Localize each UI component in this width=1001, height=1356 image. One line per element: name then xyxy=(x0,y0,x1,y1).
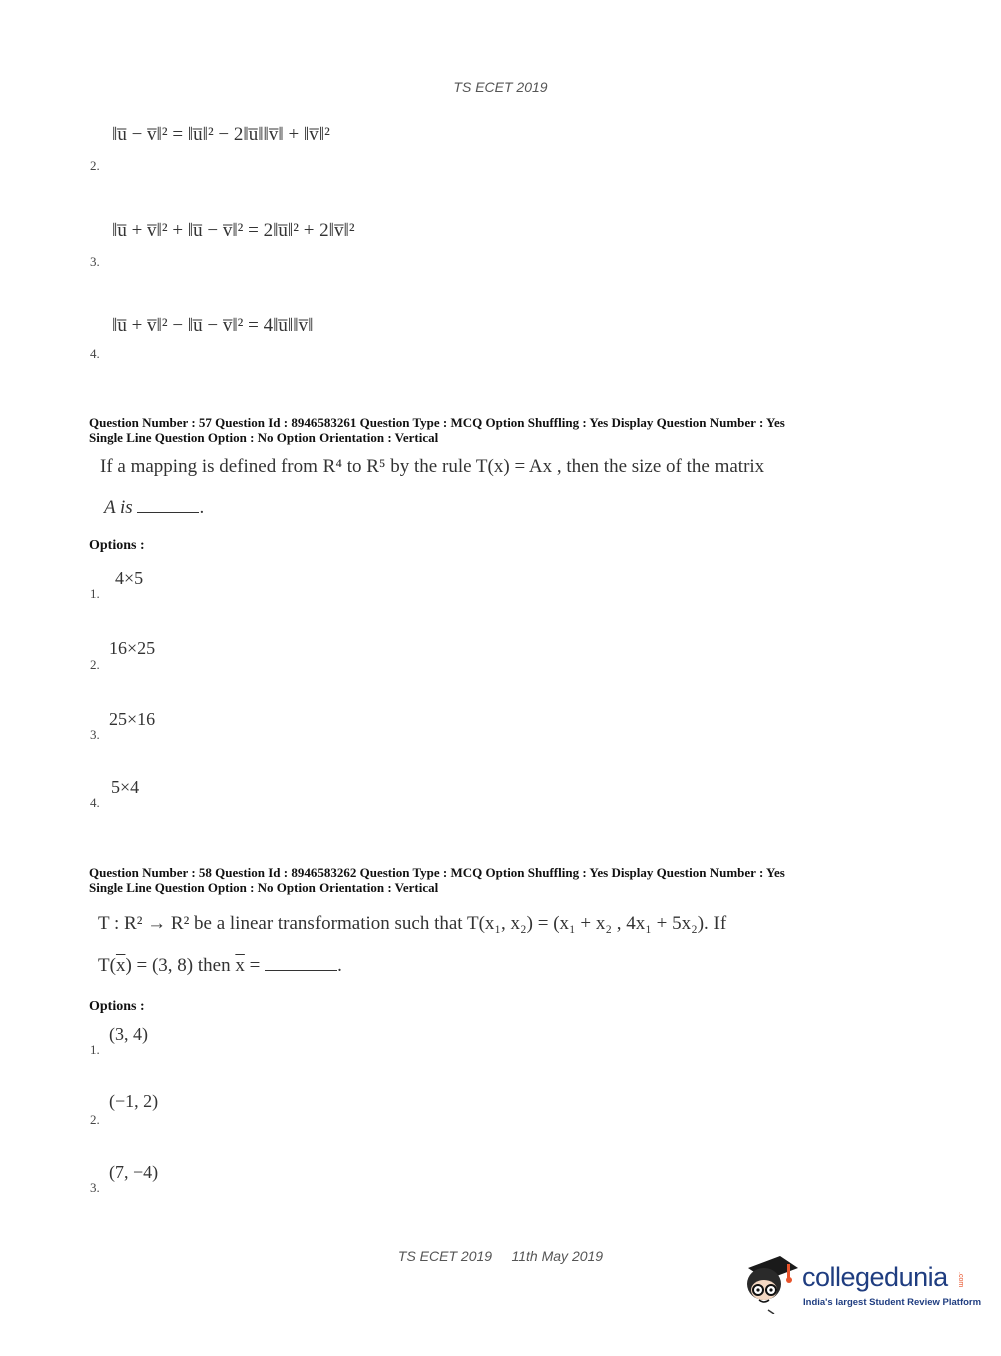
logo-suffix: .com xyxy=(957,1272,964,1288)
q57-option-2-number: 2. xyxy=(90,657,100,672)
q57-question-text-line2 xyxy=(104,497,204,519)
q57-option-1-number: 1. xyxy=(90,586,100,601)
prev-option-4-formula: ‖u̅ + v̅‖² − ‖u̅ − v̅‖² = 4‖u̅‖‖v̅‖ xyxy=(112,315,314,336)
q57-options-label: Options : xyxy=(89,538,145,553)
q57-question-text-line2-end: . xyxy=(199,497,205,518)
q57-option-3-number: 3. xyxy=(90,727,100,742)
prev-option-2-number: 2. xyxy=(90,158,100,173)
q58-text-part-a: T( xyxy=(98,955,116,976)
logo-name[interactable]: collegedunia xyxy=(802,1262,948,1292)
q58-text-x-bar-2: $\overline{x}$ xyxy=(235,955,245,976)
q58-meta-line1: Question Number : 58 Question Id : 8946583262 Question Type : MCQ Option Shuffling : Yes Display Question Number : Yes xyxy=(89,865,785,880)
q58-option-2-value: (−1, 2) xyxy=(109,1091,159,1111)
prev-option-3-number: 3. xyxy=(90,254,100,269)
q57-meta-line1: Question Number : 57 Question Id : 8946583261 Question Type : MCQ Option Shuffling : Yes Display Question Number : Yes xyxy=(89,415,785,430)
q57-question-text-line2-start: A is xyxy=(104,497,133,518)
q58-question-text-line2 xyxy=(98,955,342,977)
q58-question-text-line2-end: . xyxy=(337,955,342,976)
prev-option-3-formula: ‖u̅ + v̅‖² + ‖u̅ − v̅‖² = 2‖u̅‖² + 2‖v̅‖² xyxy=(112,220,355,241)
q58-meta-line2: Single Line Question Option : No Option Orientation : Vertical xyxy=(89,880,439,895)
q58-options-label: Options : xyxy=(89,999,145,1014)
q58-text-part-b: ) = (3, 8) then xyxy=(125,955,236,976)
q57-option-3-value: 25×16 xyxy=(109,709,156,729)
q58-option-1-number: 1. xyxy=(90,1042,100,1057)
q58-option-3-number: 3. xyxy=(90,1180,100,1195)
q58-option-1-value: (3, 4) xyxy=(109,1024,148,1044)
page-header: TS ECET 2019 xyxy=(453,79,548,95)
logo-tagline: India's largest Student Review Platform xyxy=(803,1297,982,1308)
q58-answer-blank xyxy=(265,956,337,971)
q58-option-2-number: 2. xyxy=(90,1112,100,1127)
q57-option-2-value: 16×25 xyxy=(109,638,156,658)
q57-meta-line2: Single Line Question Option : No Option Orientation : Vertical xyxy=(89,430,439,445)
q58-option-3-value: (7, −4) xyxy=(109,1162,159,1182)
q57-question-text-line1: If a mapping is defined from R⁴ to R⁵ by the rule T(x) = Ax , then the size of the matrix xyxy=(100,456,765,477)
collegedunia-mascot-icon xyxy=(740,1248,802,1314)
prev-option-2-formula: ‖u̅ − v̅‖² = ‖u̅‖² − 2‖u̅‖‖v̅‖ + ‖v̅‖² xyxy=(112,124,330,145)
q57-option-4-value: 5×4 xyxy=(111,777,140,797)
q57-option-4-number: 4. xyxy=(90,795,100,810)
prev-option-4-number: 4. xyxy=(90,346,100,361)
q58-text-x-bar: $\overline{x}$ xyxy=(115,955,126,976)
q57-answer-blank xyxy=(137,498,199,513)
q58-text-part-c: = xyxy=(244,955,261,976)
q57-option-1-value: 4×5 xyxy=(115,568,144,588)
q58-question-text-line1: T : R² → R² be a linear transformation such that T(x₁, x₂) = (x₁ + x₂ , 4x₁ + 5x₂). If xyxy=(98,913,727,934)
page-footer: TS ECET 2019 11th May 2019 xyxy=(397,1248,604,1264)
